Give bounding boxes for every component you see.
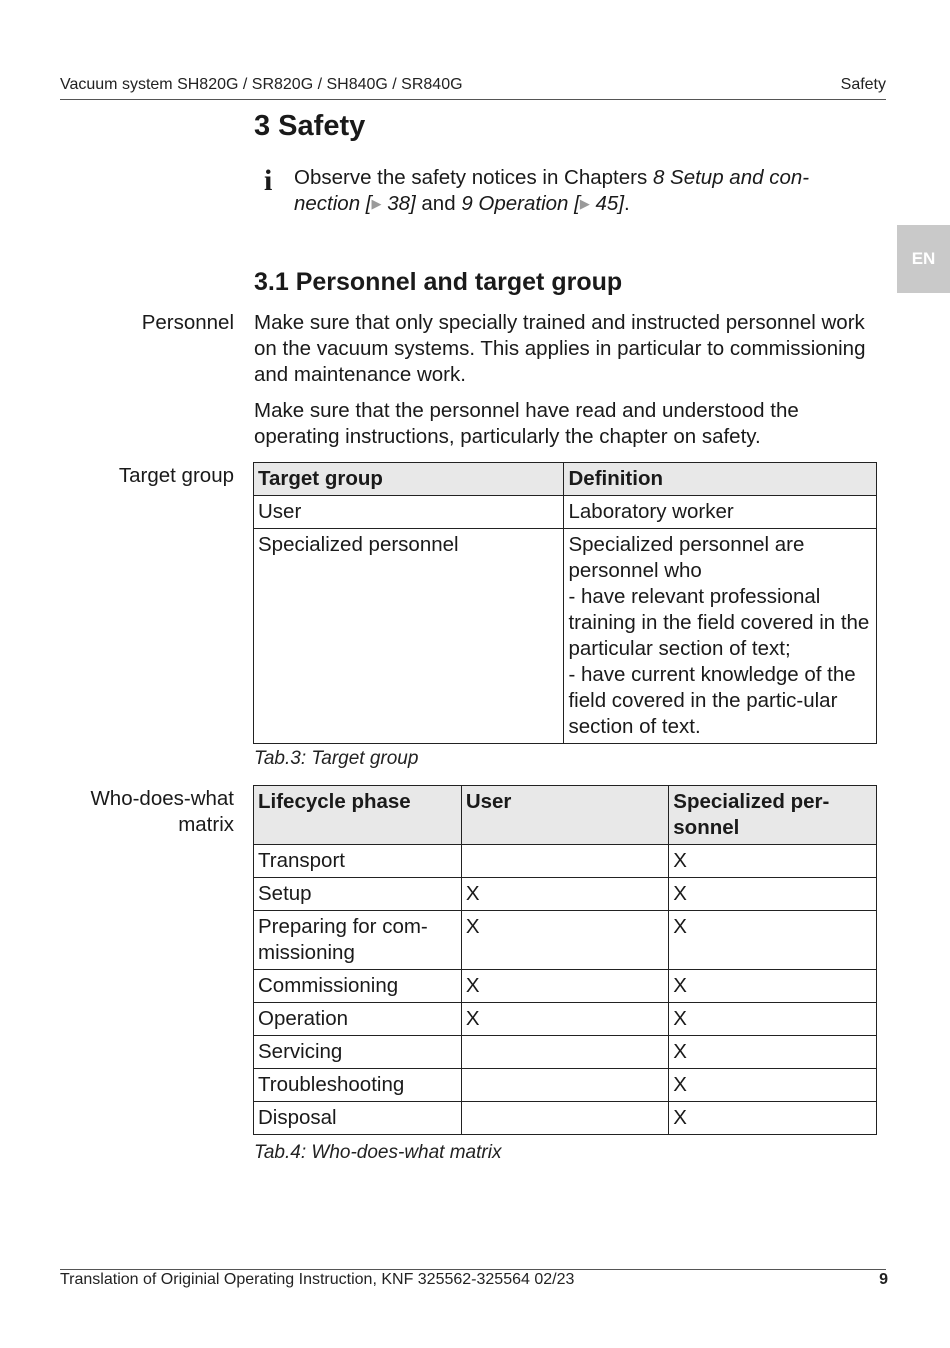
table-row	[254, 1036, 877, 1069]
table-caption-matrix: Tab.4: Who-does-what matrix	[254, 1142, 502, 1163]
info-note	[294, 165, 874, 217]
table-row	[254, 1069, 877, 1102]
running-header-title: Vacuum system SH820G / SR820G / SH840G / SR840G	[60, 76, 463, 93]
table-row	[254, 970, 877, 1003]
page-arrow-icon: ▶	[371, 196, 382, 211]
section-title: 3.1 Personnel and target group	[254, 268, 623, 296]
table-cell: Troubleshooting	[254, 1069, 462, 1102]
table-cell: X	[669, 911, 877, 970]
header-divider	[60, 99, 886, 100]
table-cell: X	[669, 1102, 877, 1135]
table-cell: Servicing	[254, 1036, 462, 1069]
table-cell: Specialized personnel	[254, 529, 564, 744]
column-header: Definition	[564, 463, 877, 496]
who-does-what-table	[253, 785, 877, 1135]
table-header-row	[254, 786, 877, 845]
footer-divider	[60, 1269, 886, 1270]
column-header: Specialized per-sonnel	[669, 786, 877, 845]
info-note-mid: and	[415, 192, 462, 215]
table-cell: Preparing for com-missioning	[254, 911, 462, 970]
table-cell: X	[461, 1003, 668, 1036]
table-cell: X	[461, 970, 668, 1003]
table-cell: X	[669, 1036, 877, 1069]
table-cell: Operation	[254, 1003, 462, 1036]
page-number: 9	[879, 1271, 888, 1288]
column-header: Target group	[254, 463, 564, 496]
table-header-row	[254, 463, 877, 496]
table-cell: Transport	[254, 845, 462, 878]
table-row	[254, 878, 877, 911]
table-row	[254, 1102, 877, 1135]
page-arrow-icon: ▶	[579, 196, 590, 211]
running-header-section: Safety	[840, 76, 886, 93]
side-label-target-group: Target group	[118, 464, 234, 487]
info-note-pre: Observe the safety notices in Chapters	[294, 166, 653, 189]
table-cell: Setup	[254, 878, 462, 911]
table-cell: X	[669, 1069, 877, 1102]
side-label-personnel: Personnel	[141, 311, 234, 334]
table-row	[254, 845, 877, 878]
table-row	[254, 911, 877, 970]
table-cell: User	[254, 496, 564, 529]
table-cell	[461, 845, 668, 878]
table-cell: Disposal	[254, 1102, 462, 1135]
table-row	[254, 529, 877, 744]
table-cell: X	[669, 845, 877, 878]
table-cell: X	[669, 970, 877, 1003]
language-tab: EN	[897, 225, 950, 293]
target-group-table	[253, 462, 877, 744]
info-icon: i	[264, 164, 273, 197]
table-cell	[461, 1036, 668, 1069]
personnel-paragraph-1: Make sure that only specially trained and instructed personnel work on the vacuum systems. This applies in particular to commissioning and maintenance work.	[254, 311, 866, 386]
reference-operation-link[interactable]: 9 Operation [▶ 45]	[461, 192, 625, 215]
table-cell: X	[461, 878, 668, 911]
side-label-matrix: Who-does-what matrix	[90, 787, 234, 836]
table-caption-target-group: Tab.3: Target group	[254, 748, 419, 769]
table-cell: Specialized personnel are personnel who - have relevant professional training in the field covered in the particular section of text; - have current knowledge of the field covered in the partic-ular section of text.	[564, 529, 877, 744]
table-cell: X	[461, 911, 668, 970]
page-title: 3 Safety	[254, 110, 366, 142]
table-cell: X	[669, 1003, 877, 1036]
table-row	[254, 496, 877, 529]
table-cell: Laboratory worker	[564, 496, 877, 529]
table-cell: X	[669, 878, 877, 911]
table-row	[254, 1003, 877, 1036]
table-cell: Commissioning	[254, 970, 462, 1003]
table-cell	[461, 1102, 668, 1135]
table-cell	[461, 1069, 668, 1102]
info-note-post: .	[624, 192, 630, 215]
column-header: Lifecycle phase	[254, 786, 462, 845]
column-header: User	[461, 786, 668, 845]
reference-setup-link[interactable]: 8 Setup and con-nection [▶ 38]	[294, 166, 810, 215]
footer-text: Translation of Originial Operating Instruction, KNF 325562-325564 02/23	[60, 1271, 575, 1288]
personnel-paragraph-2: Make sure that the personnel have read and understood the operating instructions, particularly the chapter on safety.	[254, 399, 799, 448]
